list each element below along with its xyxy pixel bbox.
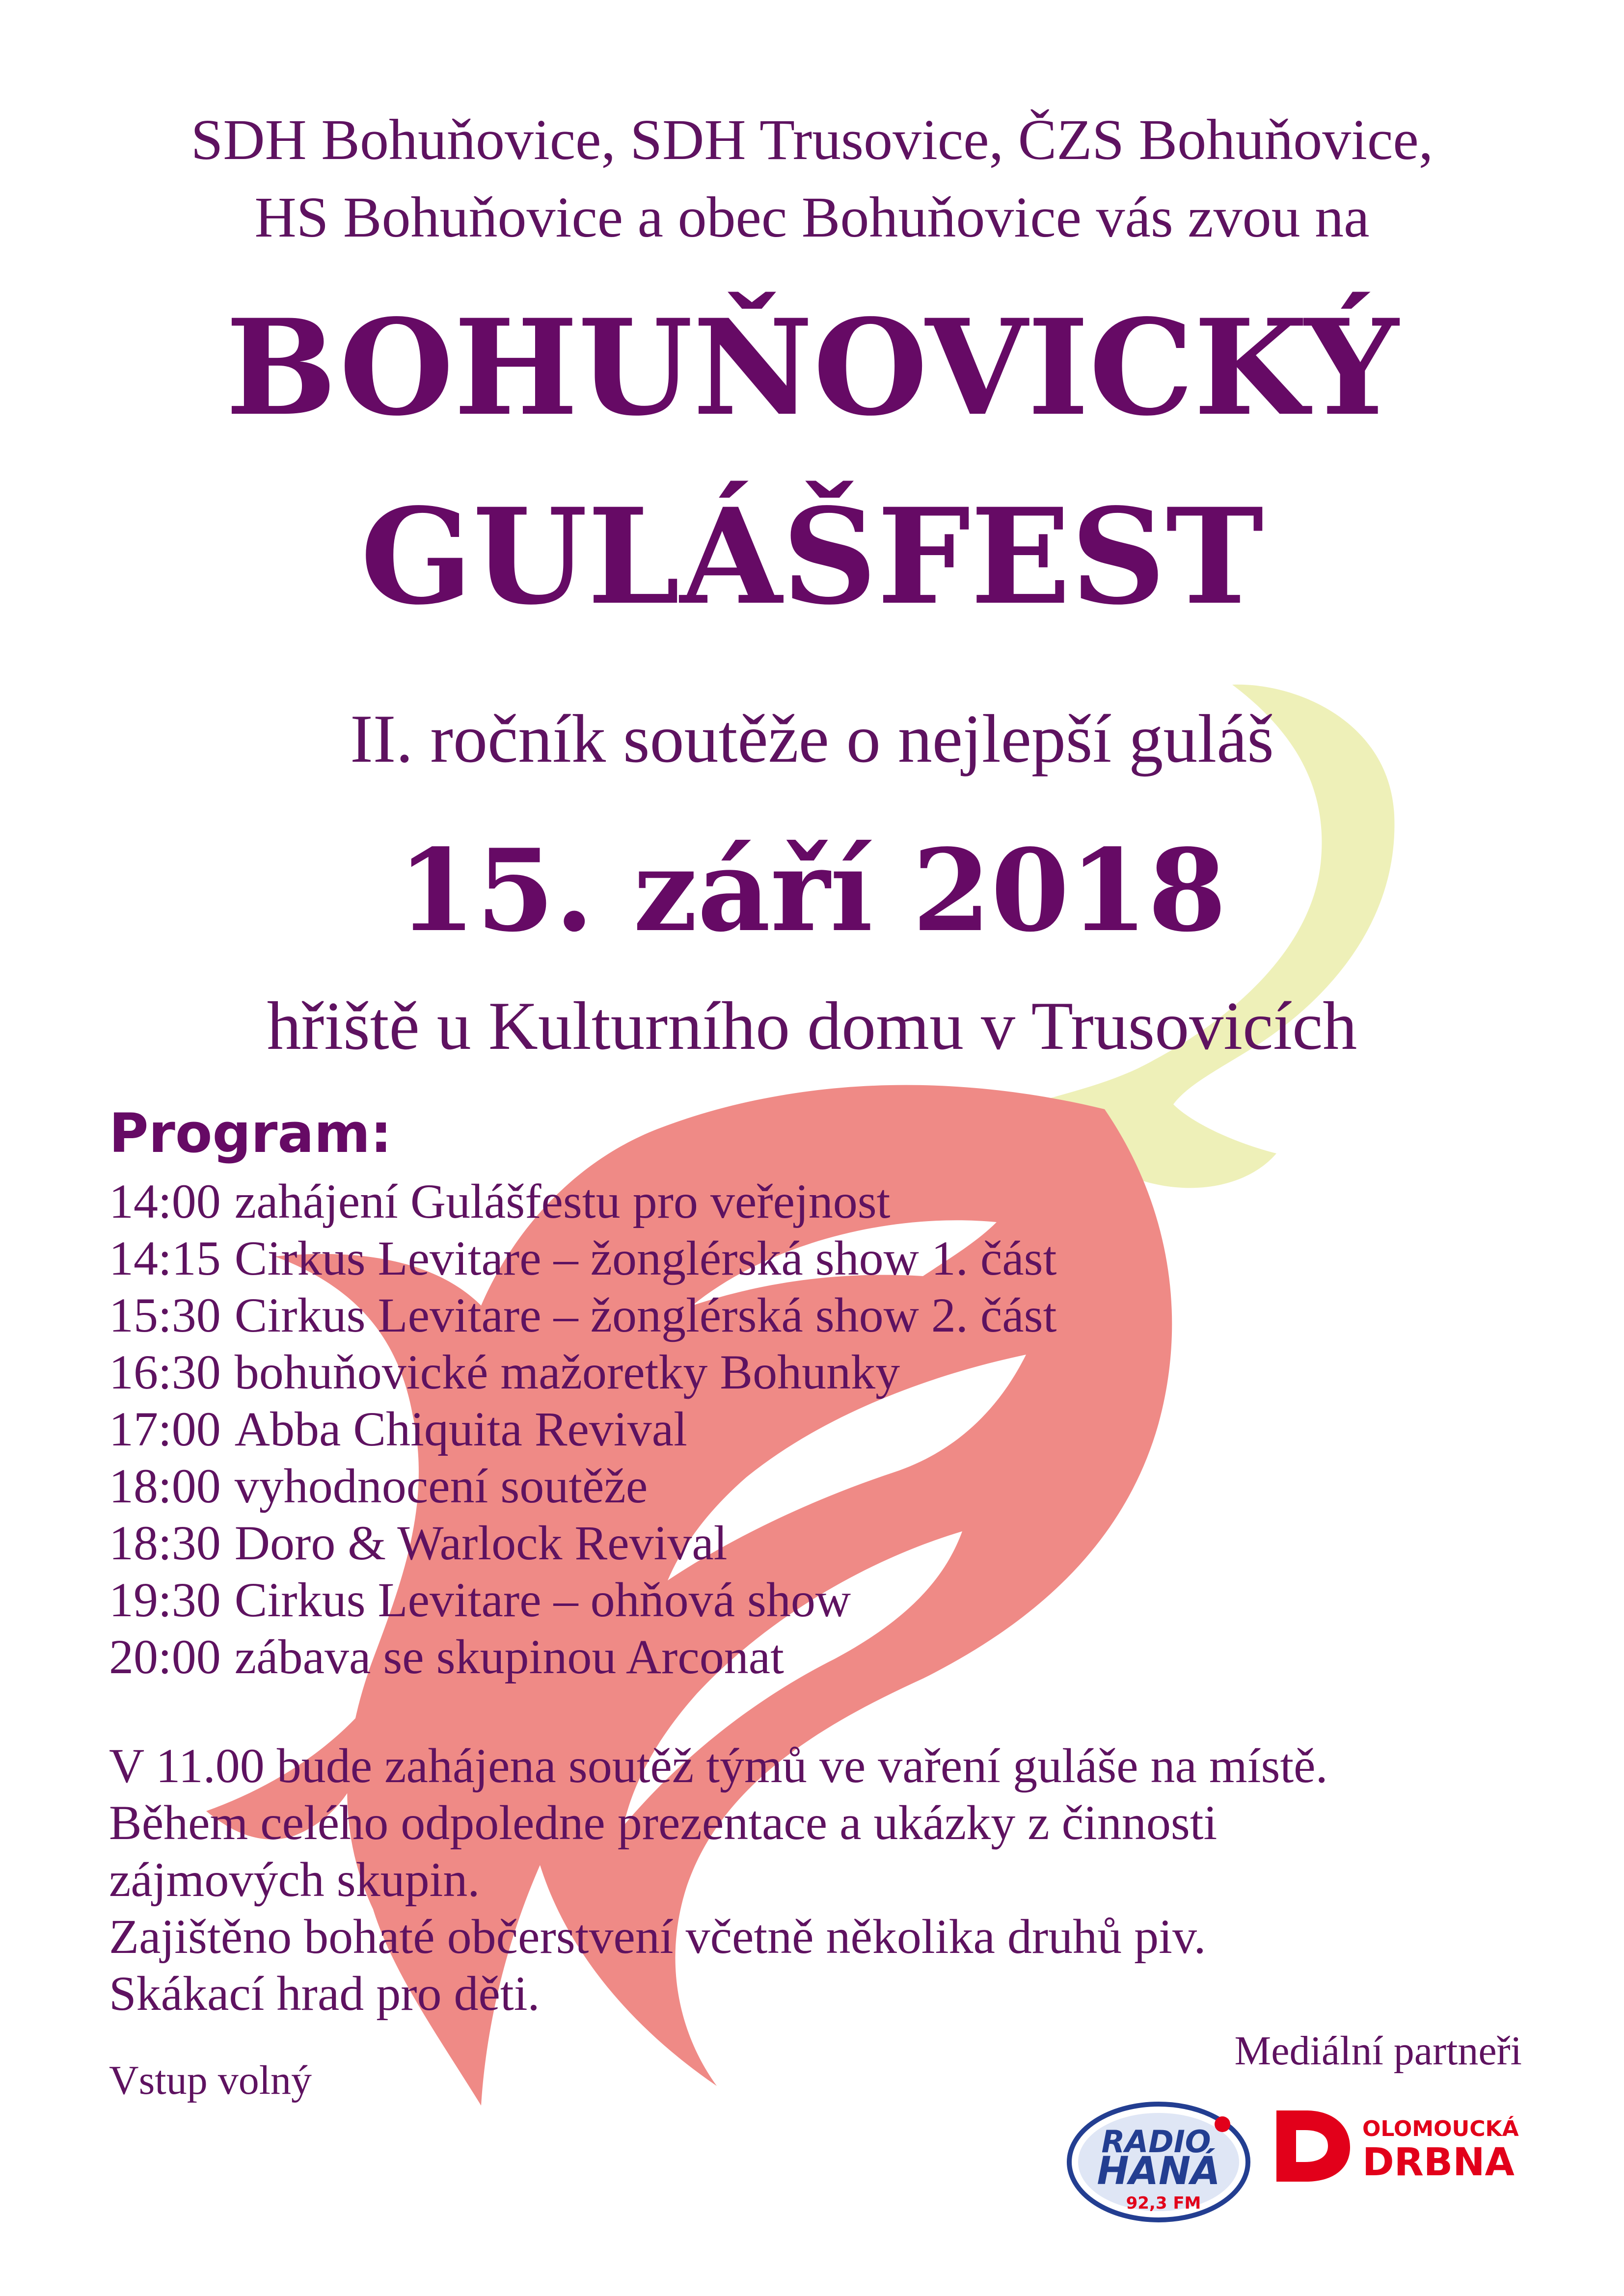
program-item-text: zahájení Gulášfestu pro veřejnost [234,1174,891,1228]
event-venue: hřiště u Kulturního domu v Trusovicích [267,988,1357,1064]
drbna-d-icon [1276,2110,1350,2182]
program-item-text: Doro & Warlock Revival [234,1516,728,1570]
event-title-line-1: BOHUŇOVICKÝ [225,291,1399,445]
info-line: Zajištěno bohaté občerstvení včetně několika druhů piv. [109,1909,1206,1964]
radio-hana-line-2: HANÁ [1097,2149,1220,2193]
program-item-time: 15:30 [109,1288,221,1342]
radio-hana-frequency: 92,3 FM [1126,2193,1201,2213]
program-item [109,1515,1056,1572]
program-item-time: 16:30 [109,1345,221,1399]
program-item-time: 18:00 [109,1459,221,1513]
program-item-time: 20:00 [109,1629,221,1684]
program-item-text: bohuňovické mažoretky Bohunky [234,1345,900,1399]
program-item-time: 17:00 [109,1402,221,1456]
program-item-text: zábava se skupinou Arconat [234,1629,784,1684]
program-item-text: vyhodnocení soutěže [234,1459,648,1513]
radio-hana-logo [1065,2101,1252,2223]
program-item-time: 18:30 [109,1516,221,1570]
program-item-time: 14:15 [109,1231,221,1285]
program-item [109,1458,1056,1515]
intro-line-2: HS Bohuňovice a obec Bohuňovice vás zvou na [254,185,1370,249]
event-date: 15. září 2018 [397,825,1227,957]
event-subtitle: II. ročník soutěže o nejlepší guláš [350,701,1274,777]
drbna-line-2: DRBNA [1362,2140,1515,2184]
program-item [109,1287,1056,1344]
star-icon [1215,2116,1230,2132]
info-line: V 11.00 bude zahájena soutěž týmů ve vaření guláše na místě. [109,1738,1328,1793]
media-partners-heading: Mediální partneři [1234,2028,1522,2074]
program-item [109,1401,1056,1458]
drbna-line-1: OLOMOUCKÁ [1362,2116,1519,2141]
entry-note: Vstup volný [109,2057,312,2103]
program-item-text: Cirkus Levitare – žonglérská show 1. část [234,1231,1057,1285]
olomoucka-drbna-logo [1272,2106,1532,2184]
program-item-time: 19:30 [109,1573,221,1627]
info-line: Během celého odpoledne prezentace a ukázky z činnosti [109,1795,1218,1850]
program-item-text: Cirkus Levitare – žonglérská show 2. část [234,1288,1057,1342]
intro-line-1: SDH Bohuňovice, SDH Trusovice, ČZS Bohuňovice, [190,107,1434,172]
info-line: Skákací hrad pro děti. [109,1966,540,2021]
program-heading: Program: [109,1102,392,1165]
event-info [109,1737,1328,2022]
program-item [109,1344,1056,1401]
program-list [109,1173,1056,1685]
program-item [109,1230,1056,1287]
event-title-line-2: GULÁŠFEST [360,480,1264,634]
program-item [109,1629,1056,1685]
program-item [109,1572,1056,1629]
program-item-time: 14:00 [109,1174,221,1228]
info-line: zájmových skupin. [109,1852,480,1907]
radio-hana-line-1: RADIO [1101,2124,1211,2160]
program-item [109,1173,1056,1230]
program-item-text: Abba Chiquita Revival [234,1402,687,1456]
program-item-text: Cirkus Levitare – ohňová show [234,1573,851,1627]
